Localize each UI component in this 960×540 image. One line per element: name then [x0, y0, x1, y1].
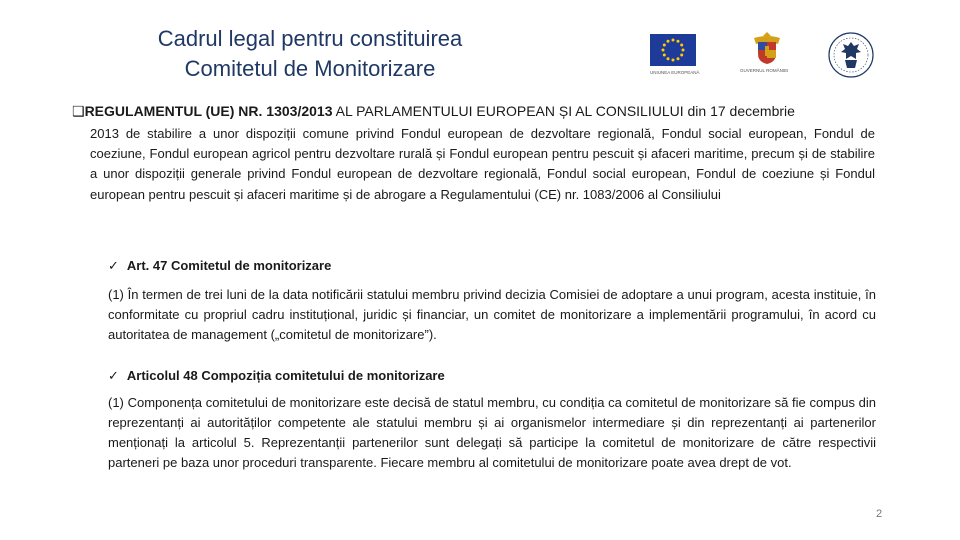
regulation-description: 2013 de stabilire a unor dispoziții comune privind Fondul european de dezvoltare regională, Fondul social european, Fondul de coeziune, Fondul european agricol pentru dezvoltare rurală și Fondul european pentru pescuit și afaceri maritime, precum și de stabilire a unor dispoziții generale privind Fondul european de dezvoltare regională, Fondul social european, Fondul de coeziune și Fondul european pentru pescuit și afaceri maritime și de abrogare a Regulamentului (CE) nr. 1083/2006 al Consiliului: [90, 126, 875, 202]
article-47-heading-text: Art. 47 Comitetul de monitorizare: [126, 258, 332, 273]
logos-row: [648, 30, 878, 78]
article-48-heading-text: Articolul 48 Compoziția comitetului de monitorizare: [126, 368, 445, 383]
page-number: 2: [876, 508, 883, 520]
slide-title-line-1: Cadrul legal pentru constituirea: [157, 26, 463, 51]
article-48-heading: [108, 366, 876, 387]
article-47-heading: [108, 256, 876, 277]
coat-of-arms-icon: [746, 30, 788, 66]
eu-flag-icon: [650, 34, 696, 66]
ministry-seal-logo: [826, 30, 876, 80]
ministry-seal-icon: [826, 30, 876, 80]
romania-coat-of-arms-logo: [740, 30, 789, 78]
article-47-section: [108, 256, 876, 345]
checkmark-icon: ✓: [108, 259, 119, 274]
regulation-title-rest: AL PARLAMENTULUI EUROPEAN ȘI AL CONSILIULUI din 17 decembrie: [332, 103, 795, 119]
article-47-text: (1) În termen de trei luni de la data notificării statului membru privind decizia Comisiei de adoptare a unui program, acesta instituie, în conformitate cu propriul cadru instituțional, juridic și financiar, un comitet de monitorizare a implementării programului, în acord cu autoritatea de management („comitetul de monitorizare”).: [108, 287, 876, 342]
regulation-bullet-title: [72, 101, 877, 122]
eu-flag-logo: [648, 32, 698, 78]
slide-title-line-2: Comitetul de Monitorizare: [184, 56, 436, 81]
checkmark-icon: ✓: [108, 369, 119, 384]
article-48-text: (1) Componența comitetului de monitorizare este decisă de statul membru, cu condiția ca comitetul de monitorizare să fie compus din reprezentanți ai autorităților competente ale statului membru și ai organismelor intermediare și din reprezentanți ai partenerilor menționați la articolul 5. Reprezentanții partenerilor sunt delegați să participe la comitetul de monitorizare de către respectivii parteneri pe baza unor proceduri transparente. Fiecare membru al comitetului de monitorizare poate avea drept de vot.: [108, 395, 876, 470]
eu-caption: UNIUNEA EUROPEANĂ: [650, 70, 700, 75]
article-48-section: [108, 366, 876, 473]
checkbox-bullet-icon: ❑: [72, 104, 85, 120]
slide-title: [110, 24, 510, 84]
regulation-number: REGULAMENTUL (UE) NR. 1303/2013: [84, 103, 333, 119]
ro-caption: GUVERNUL ROMÂNIEI: [740, 68, 789, 73]
